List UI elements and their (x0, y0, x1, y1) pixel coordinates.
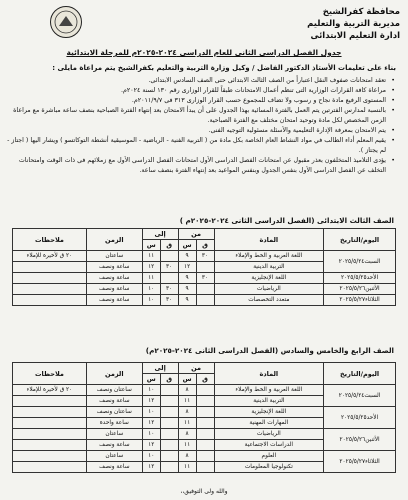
col-subject: المادة (214, 363, 324, 385)
col-hour: س (142, 374, 160, 385)
governorate-name: محافظة كفرالشيخ (322, 7, 400, 17)
section-title-grade3: الصف الثالث الابتدائى (الفصل الدراسى الثانى ٢٠٢٤-٢٠٢٥م ) (179, 216, 394, 225)
table-row (13, 284, 396, 295)
note-cell (13, 396, 87, 407)
subject-cell: الرياضيات (214, 284, 324, 295)
time-cell: ساعة ونصف (86, 440, 142, 451)
directorate-header (307, 6, 400, 42)
col-to: إلى (142, 229, 178, 240)
from-minute (196, 440, 214, 451)
time-cell: ساعة ونصف (86, 262, 142, 273)
note-cell (13, 440, 87, 451)
to-hour: ١٠ (142, 284, 160, 295)
to-minute (160, 251, 178, 262)
to-minute (160, 273, 178, 284)
from-minute: ٣٠ (196, 251, 214, 262)
subject-cell: اللغة الإنجليزية (214, 273, 324, 284)
col-minute: ق (160, 240, 178, 251)
col-to: إلى (142, 363, 178, 374)
to-hour: ١٠ (142, 385, 160, 396)
col-minute: ق (196, 374, 214, 385)
note-cell (13, 418, 87, 429)
from-minute: ٣٠ (196, 273, 214, 284)
from-hour: ٨ (178, 451, 196, 462)
to-minute: ٣٠ (160, 295, 178, 306)
time-cell: ساعتان ونصف (86, 385, 142, 396)
to-minute (160, 396, 178, 407)
intro-paragraph: بناء على تعليمات الأستاذ الدكتور الفاضل / وكيل وزارة التربية والتعليم بكفرالشيخ يتم مراعاة مايلى : (52, 64, 396, 72)
from-minute (196, 396, 214, 407)
from-hour: ١١ (178, 440, 196, 451)
table-row (13, 407, 396, 418)
col-notes: ملاحظات (13, 229, 87, 251)
to-minute (160, 418, 178, 429)
time-cell: ساعة ونصف (86, 396, 142, 407)
to-hour: ١٠ (142, 429, 160, 440)
to-hour: ١٢ (142, 440, 160, 451)
col-hour: س (178, 240, 196, 251)
to-minute: ٣٠ (160, 262, 178, 273)
subject-cell: الرياضيات (214, 429, 324, 440)
instruction-item: • يتم الامتحان بمعرفة الإدارة التعليمية والأسئلة مسئولية التوجيه الفنى. (0, 126, 386, 136)
day-cell: الأثنين٢٠٢٥/٥/٢٦ (324, 429, 396, 451)
day-cell: الثلاثاء٢٠٢٥/٥/٢٧ (324, 295, 396, 306)
to-hour: ١٢ (142, 396, 160, 407)
day-cell: السبت٢٠٢٥/٥/٢٤ (324, 251, 396, 273)
time-cell: ساعة ونصف (86, 284, 142, 295)
from-minute (196, 295, 214, 306)
instruction-item: • المستوى الرفيع مادة نجاح و رسوب ولا تضاف للمجموع حسب القرار الوزارى ٣١٣ فى ٢٠١١/٩/٧م. (0, 96, 386, 106)
note-cell (13, 295, 87, 306)
note-cell (13, 262, 87, 273)
subject-cell: اللغة الإنجليزية (214, 407, 324, 418)
time-cell: ساعة ونصف (86, 273, 142, 284)
note-cell (13, 451, 87, 462)
day-cell: الثلاثاء٢٠٢٥/٥/٢٧ (324, 451, 396, 473)
col-hour: س (178, 374, 196, 385)
day-cell: السبت٢٠٢٥/٥/٢٤ (324, 385, 396, 407)
table-row (13, 429, 396, 440)
to-hour: ١٠ (142, 295, 160, 306)
day-cell: الأحد٢٠٢٥/٥/٢٥ (324, 273, 396, 284)
from-minute (196, 462, 214, 473)
col-day: اليوم/التاريخ (324, 229, 396, 251)
document-title: جدول الفصل الدراسى الثانى للعام الدراسى ٢٠٢٤-٢٠٢٥م للمرحلة الابتدائية (66, 48, 342, 57)
instructions-list (0, 76, 396, 176)
col-time: الزمن (86, 229, 142, 251)
time-cell: ساعة ونصف (86, 295, 142, 306)
time-cell: ساعتان (86, 429, 142, 440)
from-minute (196, 418, 214, 429)
from-hour: ٩ (178, 284, 196, 295)
col-minute: ق (160, 374, 178, 385)
to-minute (160, 407, 178, 418)
instruction-item: • بالنسبة لمدارس الفترتين يتم العمل بالفترة المسائية بهذا الجدول على أن يبدأ الامتحان بعد إنتهاء الفترة الصباحية بنصف ساعة مباشرة مع مراعاة الزمن المخصص لكل مادة وتوحيد امتحان مختلف مع الفترة الصباحية. (0, 106, 386, 126)
from-hour: ٨ (178, 429, 196, 440)
from-minute (196, 284, 214, 295)
subject-cell: اللغة العربية و الخط والإملاء (214, 251, 324, 262)
to-hour: ١١ (142, 273, 160, 284)
administration-name: ادارة التعليم الابتدائى (310, 31, 400, 41)
from-hour: ٨ (178, 407, 196, 418)
to-minute (160, 440, 178, 451)
table-row (13, 273, 396, 284)
instruction-item: • يؤدى التلاميذ المتخلفون بعذر مقبول عن امتحانات الفصل الدراسى الأول امتحانات الفصل الدراسى الأول مع زملائهم فى ذات الوقت وامتحانات التخلف عن الفصل الدراسى الأول بنفس الجدول وبنفس المواعيد بعد إنتهاء الفترة بنصف ساعة. (0, 156, 386, 176)
col-subject: المادة (214, 229, 324, 251)
note-cell (13, 284, 87, 295)
schedule-table-grades-4-6 (12, 362, 396, 473)
table-row (13, 385, 396, 396)
note-cell (13, 407, 87, 418)
instruction-item: • مراعاة كافة القرارات الوزارية التى تنظم أعمال الامتحانات طبقاً للقرار الوزارى رقم ١٣٠ لسنة ٢٠٢٤م. (0, 86, 386, 96)
time-cell: ساعتان (86, 451, 142, 462)
subject-cell: تكنولوجيا المعلومات (214, 462, 324, 473)
to-hour: ١٢ (142, 262, 160, 273)
from-hour: ٩ (178, 273, 196, 284)
col-from: من (178, 363, 214, 374)
time-cell: ساعتان (86, 251, 142, 262)
col-day: اليوم/التاريخ (324, 363, 396, 385)
to-hour: ١٢ (142, 462, 160, 473)
instruction-item: • يقيم المعلم أداء الطالب في مواد النشاط العام الخاصة بكل مادة من ( التربية الفنية - الرياضية - الموسيقية أنشطة التوكاتسو ) ويشار اليها ( اجتاز - لم يجتاز ). (0, 136, 386, 156)
subject-cell: الدراسات الاجتماعية (214, 440, 324, 451)
day-cell: الأثنين٢٠٢٥/٥/٢٦ (324, 284, 396, 295)
from-hour: ٩ (178, 251, 196, 262)
from-minute (196, 262, 214, 273)
from-hour: ١١ (178, 418, 196, 429)
to-hour: ١٠ (142, 451, 160, 462)
note-cell (13, 273, 87, 284)
from-hour: ١٢ (178, 262, 196, 273)
to-minute (160, 462, 178, 473)
time-cell: ساعة ونصف (86, 462, 142, 473)
subject-cell: التربية الدينية (214, 396, 324, 407)
section-title-grades-4-6: الصف الرابع والخامس والسادس (الفصل الدراسى الثانى ٢٠٢٤-٢٠٢٥م) (145, 346, 394, 355)
col-minute: ق (196, 240, 214, 251)
time-cell: ساعتان ونصف (86, 407, 142, 418)
to-hour: ١١ (142, 251, 160, 262)
note-cell (13, 462, 87, 473)
col-from: من (178, 229, 214, 240)
from-minute (196, 385, 214, 396)
table-row (13, 251, 396, 262)
col-time: الزمن (86, 363, 142, 385)
instruction-item: • تعقد امتحانات صفوف النقل اعتباراً من الصف الثالث الابتدائى حتى الصف السادس الابتدائى. (0, 76, 386, 86)
table-row (13, 295, 396, 306)
to-hour: ١٢ (142, 418, 160, 429)
from-hour: ١١ (178, 396, 196, 407)
subject-cell: متعدد التخصصات (214, 295, 324, 306)
to-minute: ٣٠ (160, 284, 178, 295)
governorate-logo-icon (50, 6, 82, 38)
note-cell (13, 429, 87, 440)
from-hour: ٩ (178, 295, 196, 306)
day-cell: الأحد٢٠٢٥/٥/٢٥ (324, 407, 396, 429)
schedule-table-grade3 (12, 228, 396, 306)
note-cell: ٢٠ ق لأخيرة للإملاء (13, 251, 87, 262)
from-minute (196, 407, 214, 418)
subject-cell: العلوم (214, 451, 324, 462)
to-minute (160, 385, 178, 396)
from-minute (196, 429, 214, 440)
directorate-name: مديرية التربية والتعليم (307, 19, 400, 29)
from-minute (196, 451, 214, 462)
closing-signature: والله ولى التوفيق،، (180, 488, 228, 495)
to-hour: ١٠ (142, 407, 160, 418)
subject-cell: التربية الدينية (214, 262, 324, 273)
subject-cell: المهارات المهنية (214, 418, 324, 429)
subject-cell: اللغة العربية و الخط والإملاء (214, 385, 324, 396)
to-minute (160, 429, 178, 440)
table-row (13, 451, 396, 462)
from-hour: ٨ (178, 385, 196, 396)
col-notes: ملاحظات (13, 363, 87, 385)
time-cell: ساعة واحدة (86, 418, 142, 429)
to-minute (160, 451, 178, 462)
from-hour: ١١ (178, 462, 196, 473)
col-hour: س (142, 240, 160, 251)
note-cell: ٢٠ ق لأخيرة للإملاء (13, 385, 87, 396)
